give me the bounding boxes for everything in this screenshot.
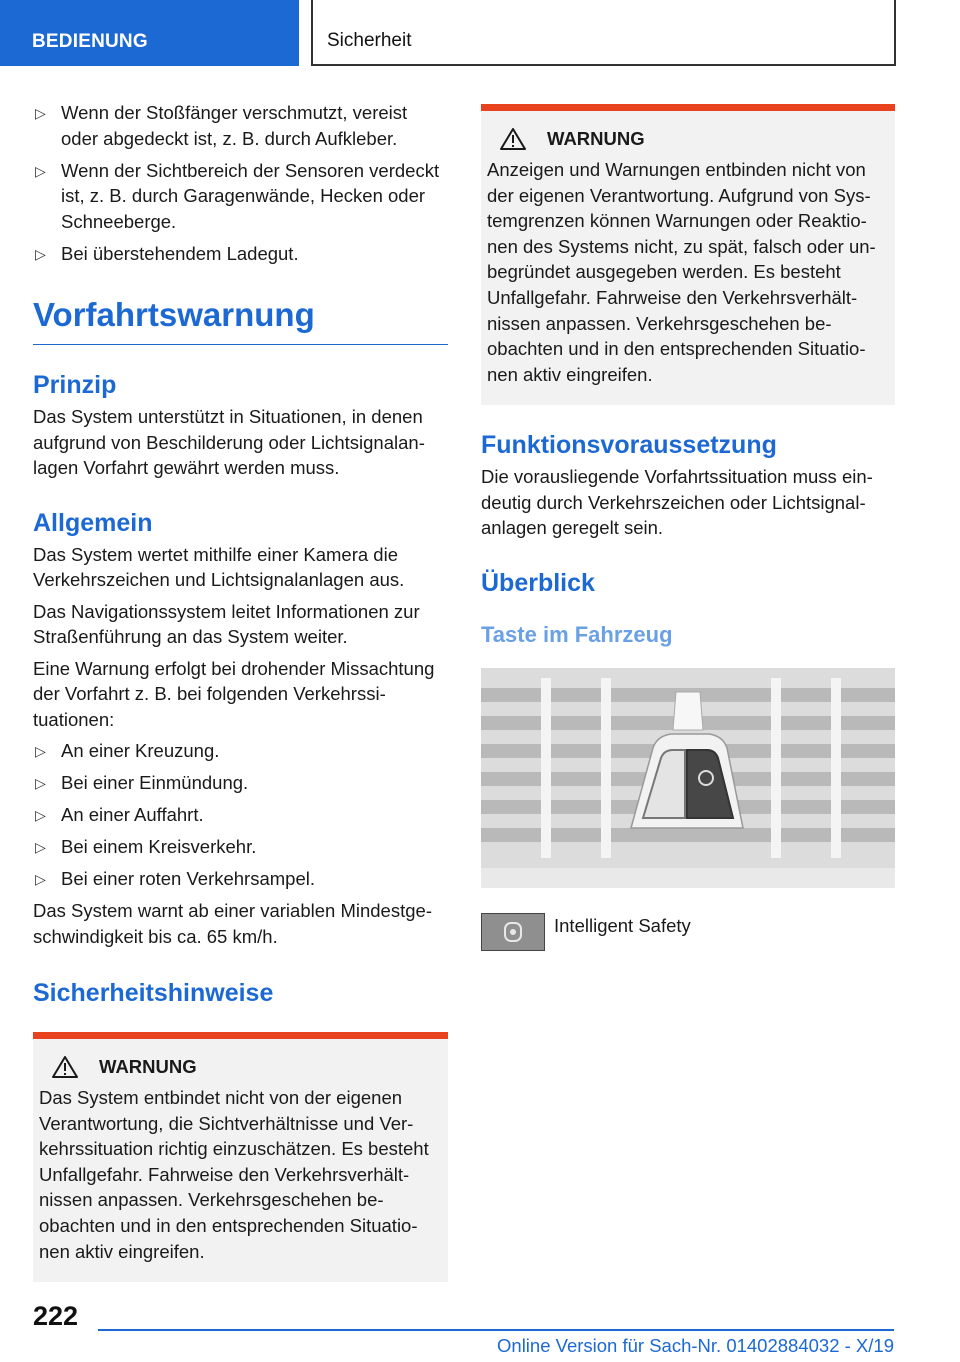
funktion-text: Die vorausliegende Vorfahrtssituation muss eindeutig durch Verkehrszeichen oder Lichtsignalanlagen geregelt sein. [481, 466, 873, 539]
right-column [481, 104, 895, 951]
triangle-bullet-icon: ▷ [35, 807, 46, 823]
allgemein-paragraph: Das Navigationssystem leitet Informationen zur Straßenführung an das System weiter. [33, 600, 420, 647]
prinzip-heading: Prinzip [33, 371, 117, 399]
list-item: ▷ Wenn der Sichtbereich der Sensoren verdeckt ist, z. B. durch Garagenwände, Hecken oder Schneeberge. [35, 159, 440, 232]
warning-box [481, 104, 895, 405]
ueberblick-heading: Überblick [481, 568, 595, 597]
intelligent-safety-button-icon [481, 913, 545, 951]
funktion-heading: Funktionsvoraussetzung [481, 431, 777, 460]
triangle-bullet-icon: ▷ [35, 775, 46, 791]
chapter-tab: BEDIENUNG [0, 0, 299, 66]
allgemein-paragraph: Das System wertet mithilfe einer Kamera die Verkehrszeichen und Lichtsignalanlagen aus. [33, 543, 405, 590]
page-number: 222 [33, 1301, 79, 1331]
warning-header [487, 127, 887, 151]
list-item: ▷ An einer Auffahrt. [33, 802, 448, 828]
allgemein-paragraph: Eine Warnung erfolgt bei drohender Missachtung der Vorfahrt z. B. bei folgenden Verkehrssituationen: [33, 657, 435, 730]
page-title: Vorfahrtswarnung [33, 296, 448, 345]
list-item: ▷ Bei einer Einmündung. [33, 770, 448, 796]
footer-divider [98, 1329, 894, 1331]
section-header: Sicherheit [311, 0, 896, 66]
hinweise-heading: Sicherheitshinweise [33, 979, 274, 1007]
list-item: ▷ Wenn der Stoßfänger verschmutzt, vereist oder abgedeckt ist, z. B. durch Aufkleber. [35, 102, 408, 149]
left-column [33, 100, 448, 1282]
prinzip-text: Das System unterstützt in Situationen, in denen aufgrund von Beschilderung oder Lichtsignalanlagen Vorfahrt gewährt werden muss. [33, 406, 425, 478]
warning-header [39, 1055, 440, 1079]
warning-label: WARNUNG [547, 128, 645, 149]
warning-text: Anzeigen und Warnungen entbinden nicht von der eigenen Verantwortung. Aufgrund von Systemgrenzen können Warnungen oder Reaktionen des Systems nicht, zu spät, falsch oder unbegründet ausgegeben werden. Es besteht Unfallgefahr. Fahrweise den Verkehrsverhältnissen anpassen. Verkehrsgeschehen beobachten und in den entsprechenden Situationen aktiv eingreifen. [487, 159, 876, 385]
situations-list [33, 738, 448, 892]
triangle-bullet-icon: ▷ [35, 871, 46, 887]
warning-triangle-icon [499, 127, 527, 151]
footer-online-text: Online Version für Sach-Nr. 01402884032 - X/19 [497, 1335, 894, 1356]
list-item: ▷ Bei überstehendem Ladegut. [33, 241, 448, 267]
list-item: ▷ Bei einer roten Verkehrsampel. [33, 866, 448, 892]
legend-row [481, 913, 895, 951]
legend-label: Intelligent Safety [554, 914, 691, 936]
warning-label: WARNUNG [99, 1056, 197, 1077]
triangle-bullet-icon: ▷ [35, 839, 46, 855]
triangle-bullet-icon: ▷ [35, 245, 46, 262]
triangle-bullet-icon: ▷ [35, 743, 46, 759]
list-item: ▷ Bei einem Kreisverkehr. [33, 834, 448, 860]
sensor-limit-list [33, 100, 448, 266]
taste-heading: Taste im Fahrzeug [481, 621, 673, 647]
warning-triangle-icon [51, 1055, 79, 1079]
allgemein-paragraph: Das System warnt ab einer variablen Mindestgeschwindigkeit bis ca. 65 km/h. [33, 900, 432, 947]
triangle-bullet-icon: ▷ [35, 105, 46, 121]
triangle-bullet-icon: ▷ [35, 162, 46, 179]
allgemein-heading: Allgemein [33, 508, 153, 537]
warning-box [33, 1032, 448, 1282]
warning-text: Das System entbindet nicht von der eigenen Verantwortung, die Sichtverhältnisse und Verkehrssituation richtig einzuschätzen. Es besteht Unfallgefahr. Fahrweise den Verkehrsverhältnissen anpassen. Verkehrsgeschehen beobachten und in den entsprechenden Situationen aktiv eingreifen. [39, 1087, 429, 1262]
vehicle-button-photo [481, 668, 895, 888]
list-item: ▷ An einer Kreuzung. [33, 738, 448, 764]
